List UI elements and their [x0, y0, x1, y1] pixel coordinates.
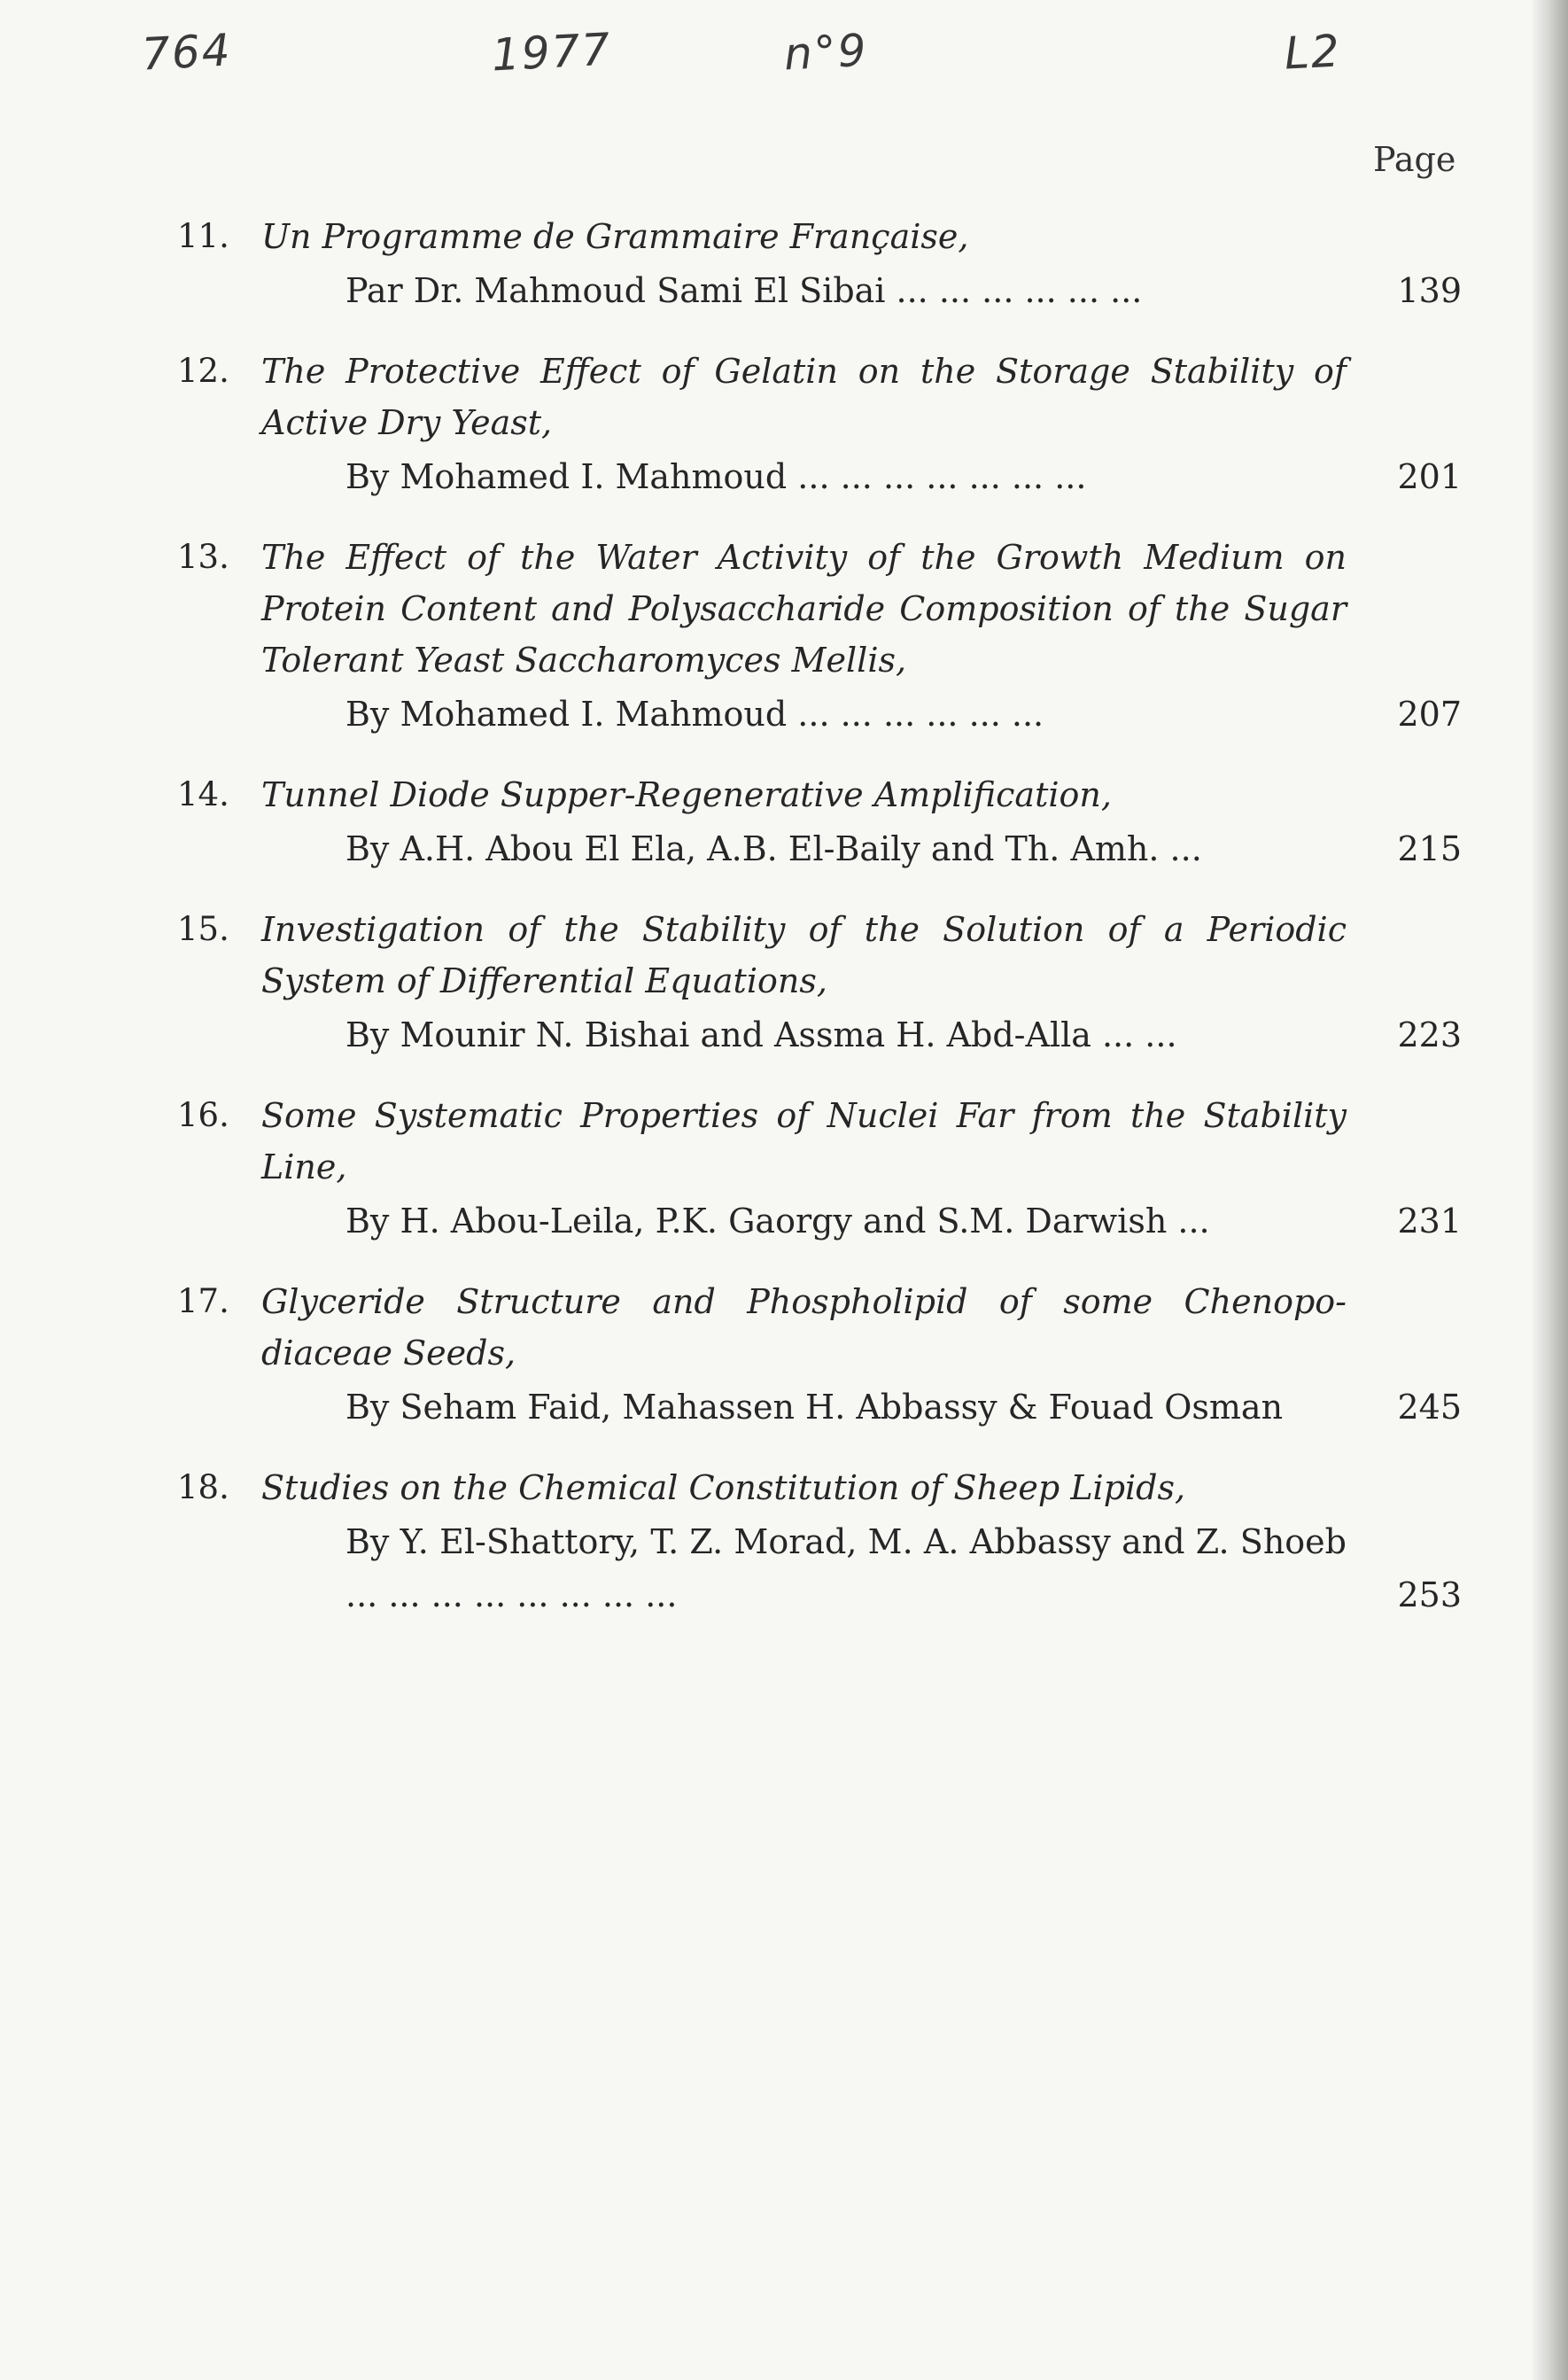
- entry-authors: By Mohamed I. Mahmoud ... ... ... ... ... ...: [345, 695, 1044, 734]
- entry-title: Un Programme de Grammaire Française,: [261, 217, 969, 256]
- toc-entry: [0, 1276, 1533, 1434]
- entry-page-number: 223: [1397, 1015, 1462, 1054]
- entry-title: Some Systematic Properties of Nuclei Far from the Stability Line,: [261, 1096, 1347, 1186]
- handwritten-code: L2: [1283, 25, 1343, 80]
- entry-author-row: [345, 1515, 1471, 1622]
- entry-page-number: 245: [1397, 1388, 1462, 1427]
- entry-author-row: [345, 1008, 1471, 1062]
- entry-number: 13.: [177, 538, 229, 576]
- toc-entry: [0, 211, 1533, 317]
- entry-number: 17.: [177, 1282, 229, 1320]
- entry-author-row: [345, 1194, 1471, 1248]
- entry-author-row: [345, 450, 1471, 503]
- entry-authors: By Mounir N. Bishai and Assma H. Abd-Alla ... ...: [345, 1015, 1177, 1054]
- entry-page-number: 201: [1397, 457, 1462, 496]
- handwritten-annotations: [0, 23, 1533, 97]
- entry-authors: Par Dr. Mahmoud Sami El Sibai ... ... ... ... ... ...: [345, 271, 1143, 310]
- entry-number: 16.: [177, 1096, 229, 1134]
- handwritten-reference-number: 764: [140, 24, 233, 81]
- entry-author-row: [345, 1381, 1471, 1434]
- toc-entry: [0, 1090, 1533, 1248]
- toc-entry: [0, 1462, 1533, 1622]
- entry-author-row: [345, 688, 1471, 741]
- entry-number: 14.: [177, 775, 229, 813]
- toc-entry: [0, 346, 1533, 503]
- handwritten-year: 1977: [490, 23, 613, 82]
- entry-page-number: 207: [1397, 695, 1462, 734]
- toc-entry: [0, 532, 1533, 741]
- entry-title: The Protective Effect of Gelatin on the Storage Stability of Active Dry Yeast,: [261, 352, 1347, 442]
- entry-author-row: [345, 264, 1471, 317]
- entry-page-number: 215: [1397, 829, 1462, 868]
- entry-number: 11.: [177, 217, 229, 255]
- page-edge-shadow: [1533, 0, 1568, 2380]
- entry-authors: By H. Abou-Leila, P.K. Gaorgy and S.M. Darwish ...: [345, 1202, 1210, 1241]
- handwritten-issue: n°9: [782, 24, 869, 81]
- entry-title: Studies on the Chemical Constitution of Sheep Lipids,: [261, 1468, 1186, 1507]
- entry-number: 15.: [177, 910, 229, 948]
- entry-authors: By A.H. Abou El Ela, A.B. El-Baily and Th. Amh. ...: [345, 829, 1202, 868]
- entry-number: 12.: [177, 352, 229, 390]
- table-of-contents: [0, 211, 1533, 1650]
- entry-authors: By Seham Faid, Mahassen H. Abbassy & Fouad Osman: [345, 1388, 1284, 1427]
- entry-number: 18.: [177, 1468, 229, 1506]
- entry-authors: By Mohamed I. Mahmoud ... ... ... ... ... ... ...: [345, 457, 1087, 496]
- entry-page-number: 139: [1397, 271, 1462, 310]
- toc-entry: [0, 769, 1533, 875]
- page-column-header: Page: [1373, 140, 1456, 179]
- entry-page-number: 253: [1397, 1575, 1462, 1614]
- entry-author-row: [345, 822, 1471, 875]
- toc-entry: [0, 904, 1533, 1062]
- entry-authors: By Y. El-Shattory, T. Z. Morad, M. A. Abbassy and Z. Shoeb ... ... ... ... ... ... ... ...: [345, 1522, 1347, 1614]
- entry-title: Tunnel Diode Supper-Regenerative Amplification,: [261, 775, 1112, 814]
- entry-title: The Effect of the Water Activity of the Growth Medium on Protein Content and Polysaccharide Composition of the Sugar Tolerant Yeast Saccharomyces Mellis,: [261, 538, 1347, 680]
- entry-title: Glyceride Structure and Phospholipid of some Chenopo- diaceae Seeds,: [261, 1282, 1347, 1373]
- entry-title: Investigation of the Stability of the Solution of a Periodic System of Differential Equations,: [261, 910, 1347, 1000]
- entry-page-number: 231: [1397, 1202, 1462, 1241]
